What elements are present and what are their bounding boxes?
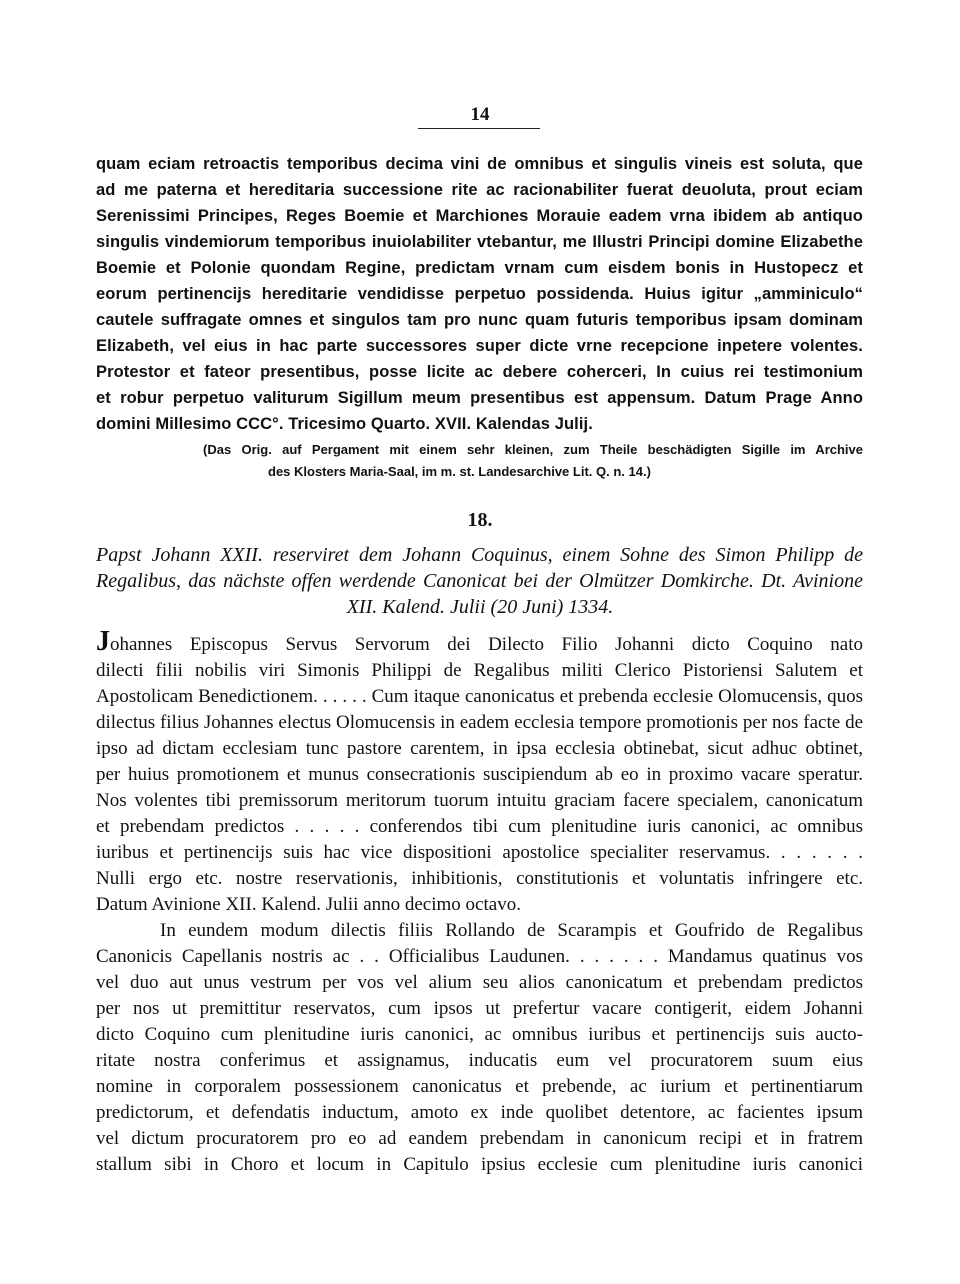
text-line: Canonicis Capellanis nostris ac . . Officialibus Laudunen. . . . . . . Mandamus quatinus vos [96, 946, 863, 967]
continuation-line: Boemie et Polonie quondam Regine, predictam vrnam cum eisdem bonis in Hustopecz et [96, 259, 863, 277]
regest-line: Papst Johann XXII. reserviret dem Johann Coquinus, einem Sohne des Simon Philipp de [96, 544, 863, 566]
continuation-line: Protestor et fateor presentibus, posse licite ac debere coherceri, In cuius rei testimonium [96, 363, 863, 381]
source-note-line: (Das Orig. auf Pergament mit einem sehr kleinen, zum Theile beschädigten Sigille im Archive [203, 442, 863, 457]
text-line: dilecti filii nobilis viri Simonis Philippi de Regalibus militi Clerico Pistoriensi Salutem et [96, 660, 863, 681]
text-line: dilectus filius Johannes electus Olomucensis in eadem ecclesia tempore promotionis per nos facte de [96, 712, 863, 733]
regest-line: Regalibus, das nächste offen werdende Canonicat bei der Olmützer Domkirche. Dt. Avinione [96, 570, 863, 592]
text-line: iuribus et pertinencijs suis hac vice dispositioni apostolice specialiter reservamus. . . . . . . [96, 842, 863, 863]
text-line: nomine in corporalem possessionem canonicatus et prebende, ac iurium et pertinentiarum [96, 1076, 863, 1097]
continuation-line: cautele suffragate omnes et singulos tam pro nunc quam futuris temporibus ipsam dominam [96, 311, 863, 329]
drop-cap: J [96, 626, 110, 657]
text-line: vel dictum procuratorem pro eo ad eandem prebendam in canonicum recipi et in fratrem [96, 1128, 863, 1149]
text-line: Datum Avinione XII. Kalend. Julii anno decimo octavo. [96, 894, 521, 915]
first-line-rest: ohannes Episcopus Servus Servorum dei Dilecto Filio Johanni dicto Coquino nato [110, 634, 863, 655]
text-line: stallum sibi in Choro et locum in Capitulo ipsius ecclesie cum plenitudine iuris canonici [96, 1154, 863, 1175]
text-line: ritate nostra conferimus et assignamus, inducatis eum vel procuratorem suum eius [96, 1050, 863, 1071]
text-line: In eundem modum dilectis filiis Rollando de Scarampis et Goufrido de Regalibus [160, 920, 863, 941]
text-line: per huius promotionem et munus consecrationis suscipiendum ab eo in proximo vacare speratur. [96, 764, 863, 785]
text-line: vel duo aut unus vestrum per vos vel alium seu alios canonicatum et prebendam predictos [96, 972, 863, 993]
continuation-line: quam eciam retroactis temporibus decima vini de omnibus et singulis vineis est soluta, que [96, 155, 863, 173]
text-line: ipso ad dictam ecclesiam tunc pastore carentem, in ipsa ecclesia obtinebat, sicut adhuc obtinet, [96, 738, 863, 759]
regest-line: XII. Kalend. Julii (20 Juni) 1334. [346, 596, 614, 618]
continuation-line: domini Millesimo CCC°. Tricesimo Quarto. XVII. Kalendas Julij. [96, 415, 593, 433]
text-line: dicto Coquino cum plenitudine iuris canonici, ac omnibus iuribus et pertinencijs suis aucto- [96, 1024, 863, 1045]
document-number: 18. [467, 509, 493, 531]
continuation-line: Serenissimi Principes, Reges Boemie et Marchiones Morauie eadem vrna ibidem ab antiquo [96, 207, 863, 225]
text-line: et prebendam predictos . . . . . conferendos tibi cum plenitudine iuris canonici, ac omnibus [96, 816, 863, 837]
text-line: per nos ut premittitur reservatos, cum ipsos ut prefertur vacare contigerit, eidem Johanni [96, 998, 863, 1019]
source-note-line: des Klosters Maria-Saal, im m. st. Landesarchive Lit. Q. n. 14.) [268, 464, 651, 479]
text-line-first [96, 626, 863, 658]
continuation-line: singulis vindemiorum temporibus inuiolabiliter vtebantur, me Illustri Principi domine Elizabethe [96, 233, 863, 251]
page-number: 14 [470, 104, 490, 125]
text-line: Nos volentes tibi premissorum meritorum tuorum intuitu graciam facere specialem, canonicatum [96, 790, 863, 811]
continuation-line: ad me paterna et hereditaria successione rite ac racionabiliter fuerat deuoluta, prout eciam [96, 181, 863, 199]
header-rule [418, 128, 540, 129]
text-line: Nulli ergo etc. nostre reservationis, inhibitionis, constitutionis et voluntatis infringere etc. [96, 868, 863, 889]
continuation-line: et robur perpetuo valiturum Sigillum meum presentibus est appensum. Datum Prage Anno [96, 389, 863, 407]
continuation-line: eorum pertinencijs hereditarie vendidisse perpetuo possidenda. Huius igitur „amminiculo“ [96, 285, 863, 303]
text-line: predictorum, et defendatis inductum, amoto ex inde quolibet detentore, ac facientes ipsum [96, 1102, 863, 1123]
continuation-line: Elizabeth, vel eius in hac parte successores super dicte vrne recepcione inpetere volentes. [96, 337, 863, 355]
text-line: Apostolicam Benedictionem. . . . . . Cum itaque canonicatus et prebenda ecclesie Olomucensis, quos [96, 686, 863, 707]
